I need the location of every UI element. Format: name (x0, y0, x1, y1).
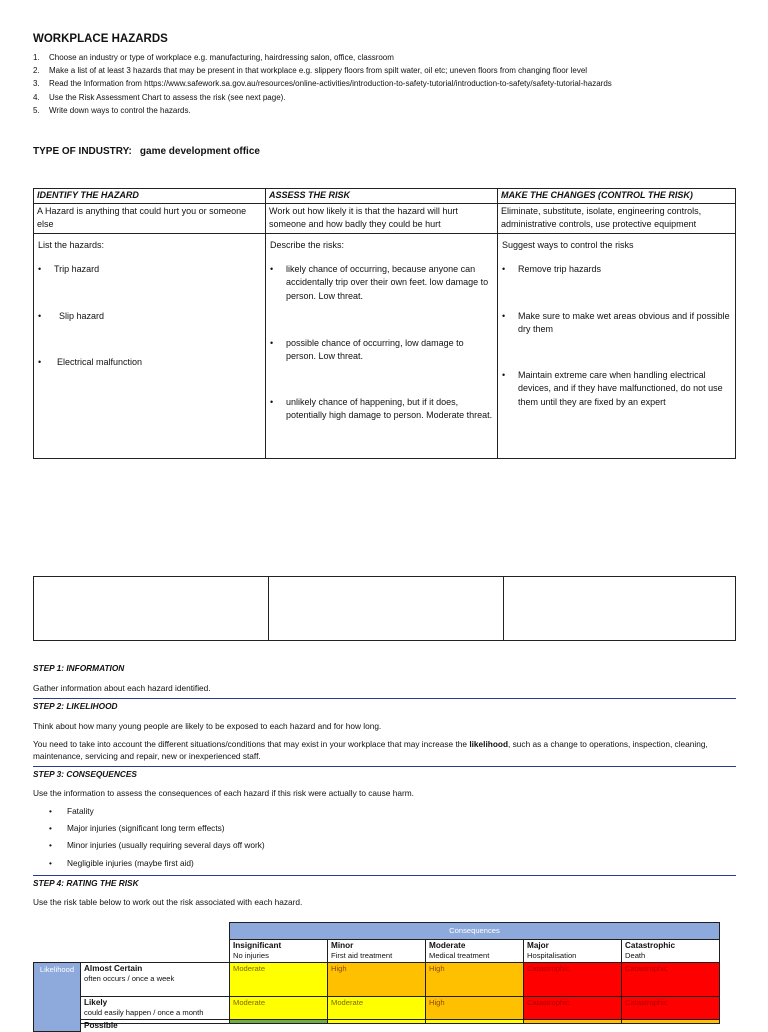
step2-text-post: , such as a change to operations, inspection, cleaning, maintenance, servicing and repair, new or inexperienced staff. (33, 739, 708, 761)
instruction-number: 2. (33, 66, 40, 76)
risk-cell (327, 1019, 426, 1024)
column-name: Moderate (429, 941, 466, 950)
instruction-number: 4. (33, 92, 40, 102)
step2-text-2 (33, 738, 733, 762)
bullet-icon: • (38, 263, 42, 274)
section-divider (33, 875, 736, 876)
instruction-text: Use the Risk Assessment Chart to assess the risk (see next page). (49, 92, 286, 102)
risk-cell: Moderate (229, 962, 328, 997)
instruction-text: Make a list of at least 3 hazards that may be present in that workplace e.g. slippery floors from spilt water, oil etc; uneven floors from changing floor level (49, 66, 588, 76)
header-assess: ASSESS THE RISK (266, 189, 498, 204)
risk-cell: High (425, 962, 524, 997)
risk-cell: Moderate (229, 996, 328, 1020)
risk-item (270, 263, 493, 304)
step1-title: STEP 1: INFORMATION (33, 663, 125, 673)
instruction-item (33, 91, 612, 104)
row-name: Likely (84, 998, 108, 1007)
control-item (502, 263, 731, 277)
hazard-text: Electrical malfunction (57, 356, 143, 367)
instruction-number: 1. (33, 53, 40, 62)
bullet-icon: • (49, 823, 52, 834)
row-name: Almost Certain (84, 964, 143, 973)
column-desc: Medical treatment (429, 951, 490, 960)
description-identify: A Hazard is anything that could hurt you or someone else (34, 203, 266, 233)
bullet-icon: • (270, 337, 274, 348)
consequence-text: Major injuries (significant long term effects) (67, 823, 225, 834)
risk-cell: Catastrophic (523, 962, 622, 997)
description-assess: Work out how likely it is that the hazard will hurt someone and how badly they could be hurt (266, 203, 498, 233)
instruction-item (33, 104, 612, 117)
column-desc: Death (625, 951, 646, 960)
hazard-intro: List the hazards: (38, 239, 105, 250)
hazard-table (33, 188, 736, 459)
risk-item (270, 396, 493, 423)
consequence-item (33, 837, 265, 854)
risk-cell: Moderate (327, 996, 426, 1020)
hazard-item (38, 310, 261, 324)
column-header-major (523, 939, 622, 963)
likelihood-header: Likelihood (33, 962, 81, 1032)
empty-risk-cell[interactable] (269, 577, 504, 641)
hazard-item (38, 356, 261, 370)
consequence-item (33, 803, 265, 820)
step4-text: Use the risk table below to work out the risk associated with each hazard. (33, 897, 303, 907)
bullet-icon: • (270, 396, 274, 407)
risk-intro: Describe the risks: (270, 239, 345, 250)
row-header-possible (80, 1019, 230, 1030)
risk-cell: Catastrophic (523, 996, 622, 1020)
risk-cell (229, 1019, 328, 1024)
risk-cell: High (425, 996, 524, 1020)
control-text: Remove trip hazards (518, 263, 602, 274)
instruction-item (33, 51, 612, 64)
column-name: Major (527, 941, 549, 950)
step1-text: Gather information about each hazard identified. (33, 683, 211, 693)
page-title: WORKPLACE HAZARDS (33, 33, 168, 45)
risk-cell (425, 1019, 524, 1024)
risk-item (270, 337, 493, 364)
control-list-cell[interactable] (498, 233, 736, 458)
control-item (502, 310, 731, 337)
risk-cell: Catastrophic (621, 996, 720, 1020)
header-identify: IDENTIFY THE HAZARD (34, 189, 266, 204)
column-header-moderate (425, 939, 524, 963)
instruction-list (33, 51, 612, 117)
control-item (502, 369, 731, 410)
consequence-list (33, 803, 265, 872)
hazard-text: Trip hazard (54, 263, 100, 274)
instruction-text: Write down ways to control the hazards. (49, 105, 191, 115)
bullet-icon: • (270, 263, 274, 274)
bullet-icon: • (38, 310, 42, 321)
hazard-list-cell[interactable] (34, 233, 266, 458)
risk-cell: High (327, 962, 426, 997)
risk-list-cell[interactable] (266, 233, 498, 458)
step3-text: Use the information to assess the consequences of each hazard if this risk were actually to cause harm. (33, 788, 414, 798)
empty-entry-row (34, 577, 736, 641)
step2-title: STEP 2: LIKELIHOOD (33, 701, 118, 711)
risk-text: possible chance of occurring, low damage to person. Low threat. (286, 337, 464, 362)
risk-text: unlikely chance of happening, but if it does, potentially high damage to person. Moderate threat. (286, 396, 493, 421)
section-divider (33, 698, 736, 699)
consequence-text: Minor injuries (usually requiring several days off work) (67, 840, 265, 851)
bullet-icon: • (502, 310, 506, 321)
risk-cell: Catastrophic (621, 962, 720, 997)
risk-cell (621, 1019, 720, 1024)
empty-hazard-cell[interactable] (34, 577, 269, 641)
instruction-number: 3. (33, 79, 40, 89)
bullet-icon: • (49, 857, 52, 868)
step3-title: STEP 3: CONSEQUENCES (33, 769, 137, 779)
industry-value: game development office (139, 146, 260, 157)
bullet-icon: • (502, 263, 506, 274)
bullet-icon: • (38, 356, 42, 367)
step2-text-pre: You need to take into account the different situations/conditions that may exist in your workplace that may increase the (33, 739, 470, 749)
instruction-text: Read the Information from https://www.safework.sa.gov.au/resources/online-activities/introduction-to-safety-tutorial/introduction-to-safety/safety-tutorial-hazards (49, 79, 612, 89)
industry-line (33, 146, 260, 157)
column-header-insignificant (229, 939, 328, 963)
instruction-item (33, 64, 612, 77)
consequence-text: Negligible injuries (maybe first aid) (67, 857, 194, 868)
control-intro: Suggest ways to control the risks (502, 239, 634, 250)
row-header-likely (80, 996, 230, 1020)
hazard-text: Slip hazard (59, 310, 105, 321)
column-desc: Hospitalisation (527, 951, 577, 960)
section-divider (33, 766, 736, 767)
column-desc: First aid treatment (331, 951, 393, 960)
hazard-table-description-row (34, 203, 736, 233)
control-text: Maintain extreme care when handling electrical devices, and if they have malfunctioned, do not use them until they are fixed by an expert (518, 369, 723, 407)
consequences-header: Consequences (229, 922, 720, 940)
hazard-item (38, 263, 261, 277)
bullet-icon: • (49, 806, 52, 816)
empty-control-cell[interactable] (504, 577, 736, 641)
row-desc: often occurs / once a week (84, 974, 175, 983)
column-name: Insignificant (233, 941, 282, 950)
row-desc: could easily happen / once a month (84, 1008, 204, 1017)
column-desc: No injuries (233, 951, 269, 960)
description-control: Eliminate, substitute, isolate, engineering controls, administrative controls, use protective equipment (498, 203, 736, 233)
risk-text: likely chance of occurring, because anyone can accidentally trip over their own feet. low damage to person. Low threat. (286, 263, 489, 301)
instruction-item (33, 77, 612, 90)
consequence-text: Fatality (67, 806, 94, 816)
column-header-catastrophic (621, 939, 720, 963)
risk-cell (523, 1019, 622, 1024)
column-name: Minor (331, 941, 354, 950)
step4-title: STEP 4: RATING THE RISK (33, 878, 139, 888)
bullet-icon: • (49, 840, 52, 851)
consequence-item (33, 820, 265, 837)
hazard-table-header-row (34, 189, 736, 204)
step2-text-1: Think about how many young people are likely to be exposed to each hazard and for how long. (33, 721, 382, 731)
hazard-table-entry-row (34, 233, 736, 458)
column-header-minor (327, 939, 426, 963)
bullet-icon: • (502, 369, 506, 380)
step2-text-bold: likelihood (469, 739, 509, 749)
instruction-number: 5. (33, 105, 40, 115)
row-header-almost-certain (80, 962, 230, 997)
control-text: Make sure to make wet areas obvious and if possible dry them (518, 310, 730, 335)
column-name: Catastrophic (625, 941, 676, 950)
row-name: Possible (84, 1021, 118, 1030)
consequence-item (33, 855, 265, 872)
instruction-text: Choose an industry or type of workplace e.g. manufacturing, hairdressing salon, office, classroom (49, 53, 394, 62)
empty-entry-table (33, 576, 736, 641)
industry-label: TYPE OF INDUSTRY: (33, 146, 132, 157)
header-control: MAKE THE CHANGES (CONTROL THE RISK) (498, 189, 736, 204)
